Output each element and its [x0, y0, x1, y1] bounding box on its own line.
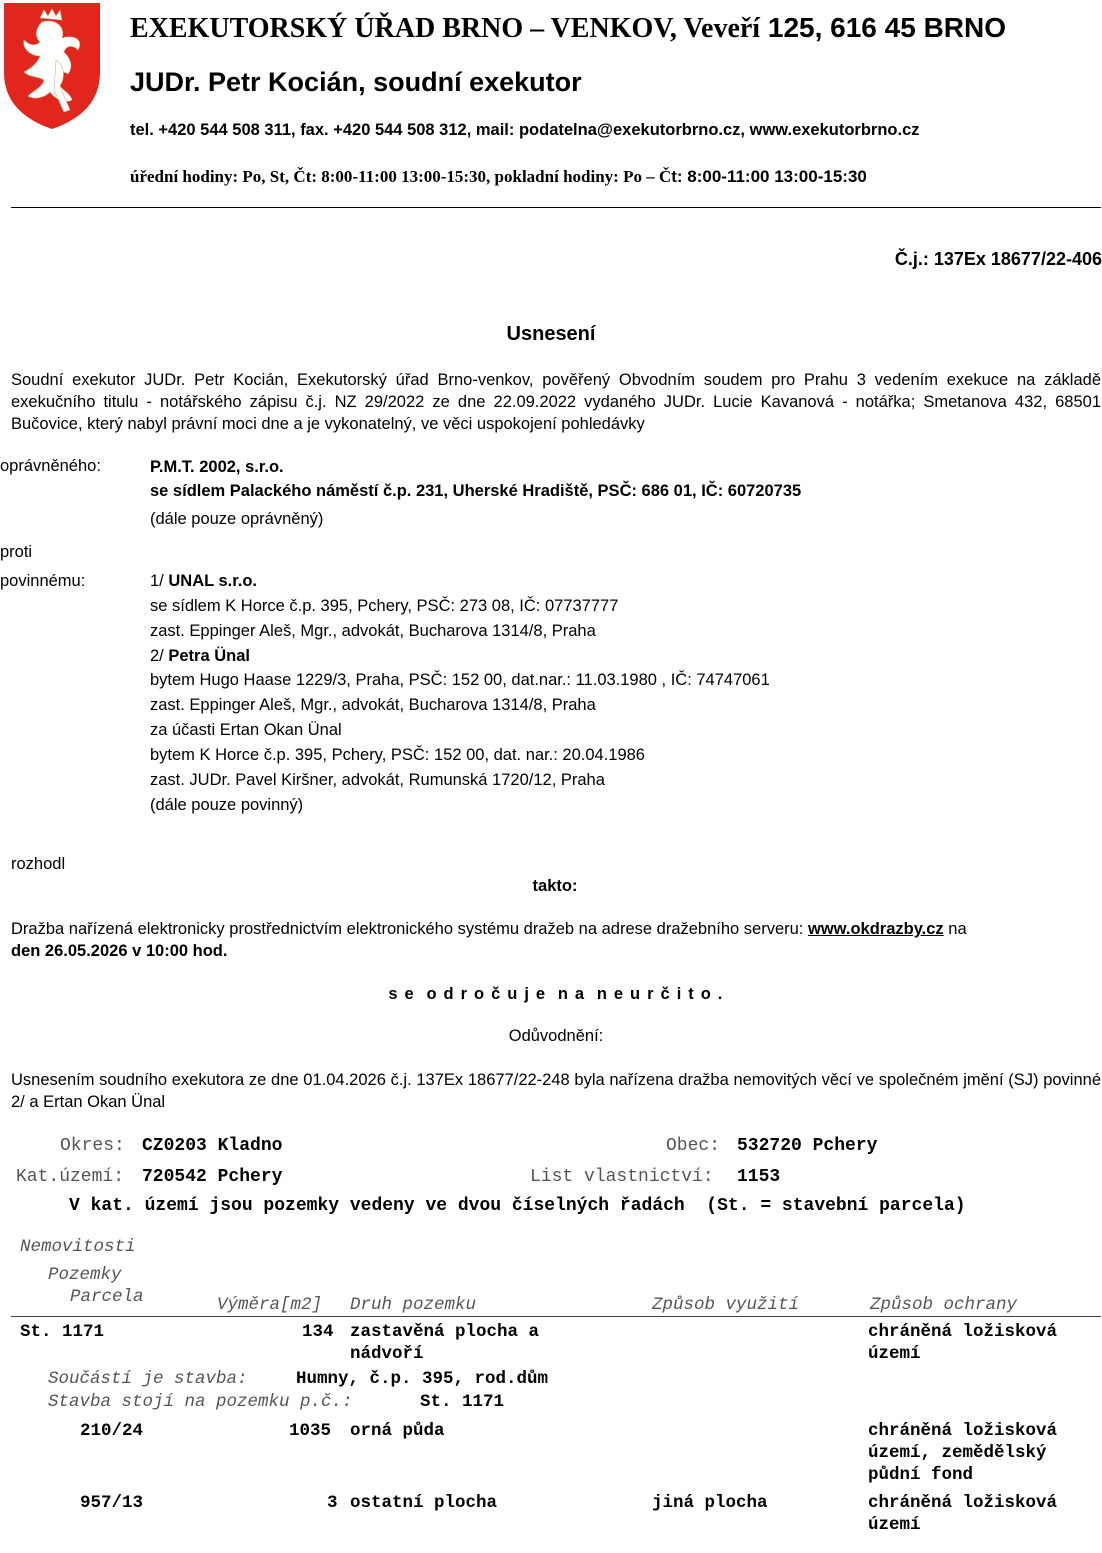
- creditor-address: se sídlem Palackého náměstí č.p. 231, Uherské Hradiště, PSČ: 686 01, IČ: 60720735: [150, 482, 802, 500]
- auction-date: den 26.05.2026 v 10:00 hod.: [11, 942, 228, 960]
- col-vymera: Výměra[m2]: [217, 1295, 323, 1315]
- debtor-2-address: bytem Hugo Haase 1229/3, Praha, PSČ: 152 00, dat.nar.: 11.03.1980 , IČ: 74747061: [150, 671, 770, 689]
- participant-address: bytem K Horce č.p. 395, Pchery, PSČ: 152 00, dat. nar.: 20.04.1986: [150, 746, 645, 764]
- row3-protection-2: území: [868, 1515, 921, 1535]
- debtor-note: (dále pouze povinný): [150, 796, 304, 814]
- obec-label: Obec:: [666, 1136, 721, 1156]
- cadastre-note: V kat. území jsou pozemky vedeny ve dvou číselných řadách (St. = stavební parcela): [69, 1196, 966, 1216]
- intro-paragraph: Soudní exekutor JUDr. Petr Kocián, Exekutorský úřad Brno-venkov, pověřený Obvodním soudem pro Prahu 3 vedením exekuce na základě exekučního titulu - notářského zápisu č.j. NZ 29/2022 ze dne 22.09.2022 vydaného JUDr. Lucie Kavanová - notářka; Smetanova 432, 68501 Bučovice, který nabyl právní moci dne a je vykonatelný, ve věci uspokojení pohledávky: [11, 371, 1101, 433]
- against-label: proti: [0, 543, 33, 561]
- row3-type-1: ostatní plocha: [350, 1493, 498, 1513]
- table-header-divider: [11, 1316, 1101, 1317]
- auction-text: Dražba nařízená elektronicky prostřednictvím elektronického systému dražeb na adrese dražebního serveru:: [11, 920, 808, 938]
- decided-label: rozhodl: [11, 855, 66, 873]
- debtor-1-name: UNAL s.r.o.: [168, 572, 257, 590]
- okres-label: Okres:: [60, 1136, 125, 1156]
- row2-type-1: orná půda: [350, 1421, 445, 1441]
- office-title-address: 125, 616 45 BRNO: [767, 12, 1007, 43]
- participant-representative: zast. JUDr. Pavel Kiršner, advokát, Rumunská 1720/12, Praha: [150, 771, 605, 789]
- office-hours-serif: úřední hodiny: Po, St, Čt: 8:00-11:00 13:00-15:30, pokladní hodiny: Po – Č: [130, 167, 672, 186]
- debtor-1-address: se sídlem K Horce č.p. 395, Pchery, PSČ: 273 08, IČ: 07737777: [150, 597, 619, 615]
- row1-part-value: Humny, č.p. 395, rod.dům: [296, 1369, 549, 1389]
- row1-stand-label: Stavba stojí na pozemku p.č.:: [48, 1392, 353, 1412]
- auction-paragraph: [11, 918, 1101, 962]
- row2-protection-3: půdní fond: [868, 1465, 974, 1485]
- debtor-1-representative: zast. Eppinger Aleš, Mgr., advokát, Bucharova 1314/8, Praha: [150, 622, 596, 640]
- row1-protection-1: chráněná ložisková: [868, 1322, 1058, 1342]
- row1-protection-2: území: [868, 1344, 921, 1364]
- office-hours-sans: t: 8:00-11:00 13:00-15:30: [671, 167, 867, 186]
- row2-parcel: 210/24: [80, 1421, 144, 1441]
- office-hours: [130, 167, 867, 187]
- section-nemovitosti: Nemovitosti: [20, 1237, 136, 1257]
- thus-label: takto:: [532, 877, 578, 895]
- executor-name: JUDr. Petr Kocián, soudní exekutor: [130, 67, 582, 97]
- row2-area: 1035: [289, 1421, 332, 1441]
- debtor-2-representative: zast. Eppinger Aleš, Mgr., advokát, Bucharova 1314/8, Praha: [150, 696, 596, 714]
- row2-protection-2: území, zemědělský: [868, 1443, 1047, 1463]
- col-druh: Druh pozemku: [350, 1295, 477, 1315]
- row1-type-1: zastavěná plocha a: [350, 1322, 540, 1342]
- verdict: s e o d r o č u j e n a n e u r č i t o .: [388, 985, 724, 1003]
- debtor-2-prefix: 2/: [150, 647, 169, 665]
- col-ochrana: Způsob ochrany: [870, 1295, 1018, 1315]
- creditor-label: oprávněného:: [0, 457, 101, 475]
- debtor-1: [150, 570, 257, 592]
- reasoning-paragraph: Usnesením soudního exekutora ze dne 01.04.2026 č.j. 137Ex 18677/22-248 byla nařízena dražba nemovitých věcí ve společném jmění (SJ) povinné 2/ a Ertan Okan Ünal: [11, 1071, 1101, 1111]
- lv-value: 1153: [737, 1167, 781, 1187]
- creditor-name: P.M.T. 2002, s.r.o.: [150, 458, 284, 476]
- participant: za účasti Ertan Okan Ünal: [150, 721, 342, 739]
- katuzemi-label: Kat.území:: [16, 1167, 125, 1187]
- debtor-1-prefix: 1/: [150, 572, 169, 590]
- obec-value: 532720 Pchery: [737, 1136, 878, 1156]
- debtor-label: povinnému:: [0, 572, 86, 590]
- reasoning-title: Odůvodnění:: [508, 1027, 604, 1045]
- lv-label: List vlastnictví:: [530, 1167, 714, 1187]
- debtor-2-name: Petra Ünal: [168, 647, 250, 665]
- row1-parcel: St. 1171: [20, 1322, 105, 1342]
- header-divider: [11, 207, 1101, 208]
- row1-area: 134: [302, 1322, 334, 1342]
- office-title-serif: EXEKUTORSKÝ ÚŘAD BRNO – VENKOV, Veveří: [130, 13, 761, 44]
- row3-area: 3: [327, 1493, 338, 1513]
- row3-use: jiná plocha: [652, 1493, 768, 1513]
- row3-parcel: 957/13: [80, 1493, 144, 1513]
- row1-part-label: Součástí je stavba:: [48, 1369, 248, 1389]
- col-parcela: Parcela: [70, 1287, 144, 1307]
- subsection-pozemky: Pozemky: [48, 1265, 122, 1285]
- row3-protection-1: chráněná ložisková: [868, 1493, 1058, 1513]
- auction-text-after: na: [943, 920, 967, 938]
- contact-line: tel. +420 544 508 311, fax. +420 544 508 312, mail: podatelna@exekutorbrno.cz, www.exekutorbrno.cz: [130, 121, 920, 139]
- row1-stand-value: St. 1171: [420, 1392, 505, 1412]
- debtor-2: [150, 645, 250, 667]
- auction-server-link[interactable]: www.okdrazby.cz: [807, 920, 944, 938]
- case-number: Č.j.: 137Ex 18677/22-406: [894, 249, 1102, 269]
- col-vyuziti: Způsob využití: [652, 1295, 800, 1315]
- office-title: [130, 11, 1006, 46]
- okres-value: CZ0203 Kladno: [142, 1136, 283, 1156]
- creditor-note: (dále pouze oprávněný): [150, 510, 324, 528]
- row1-type-2: nádvoří: [350, 1344, 424, 1364]
- coat-of-arms-logo: [0, 0, 104, 130]
- row2-protection-1: chráněná ložisková: [868, 1421, 1058, 1441]
- document-title: Usnesení: [506, 323, 596, 345]
- katuzemi-value: 720542 Pchery: [142, 1167, 283, 1187]
